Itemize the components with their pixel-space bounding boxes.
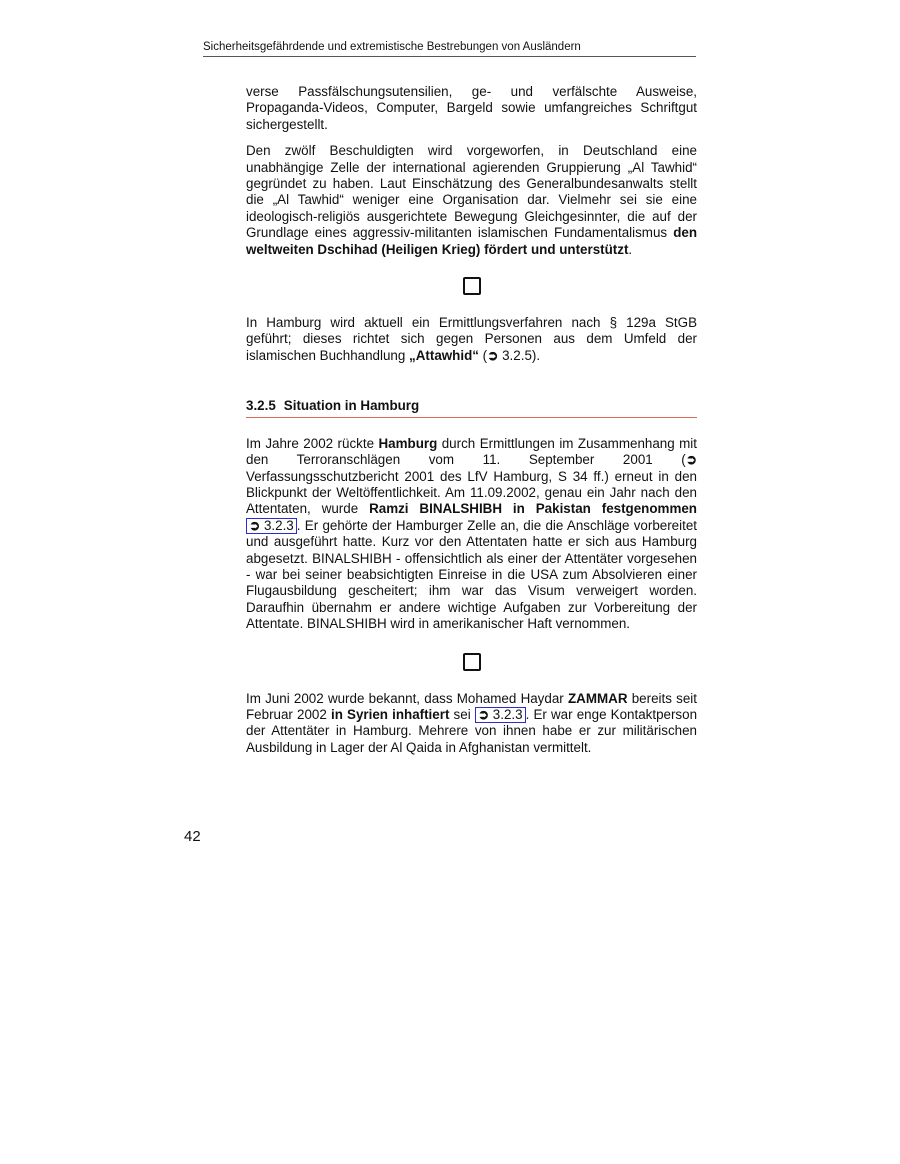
cross-reference-3-2-5[interactable]: 3.2.5 [502,347,532,363]
paragraph-3-emphasis: „Attawhid“ [409,347,479,363]
paragraph-4-d: Verfassungsschutzbericht 2001 des LfV Hamburg, S 34 ff.) erneut in den Blickpunkt der Weltöffentlichkeit. Am 11.09.2002, genau ein Jahr nach den Attentaten, wurde [246,468,697,517]
paragraph-4 [246,436,697,633]
paragraph-1-text: verse Passfälschungsutensilien, ge- und verfälschte Ausweise, Propaganda-Videos, Computer, Bargeld sowie umfangreiches Schriftgut sichergestellt. [246,84,697,132]
paragraph-5-c: bereits seit Februar 2002 [246,690,697,722]
cross-reference-label: 3.2.3 [492,706,523,722]
arrow-right-icon: ➲ [477,706,490,722]
paragraph-4-f: . Er gehörte der Hamburger Zelle an, die die Anschläge vorbereitet und ausgeführt hatte. Kurz vor den Attentaten hatte er sich aus Hamburg abgesetzt. BINALSHIBH - offensichtlich als einer der Attentäter vorgesehen - war bei seiner beabsichtigten Einreise in die USA zum Absolvieren einer Flugausbildung gescheitert; ihm war das Visum verweigert worden. Daraufhin übernahm er andere wichtige Aufgaben zur Vorbereitung der Attentate. BINALSHIBH wird in amerikanischer Haft vernommen. [246,517,697,632]
page-content [246,84,697,756]
paragraph-2 [246,143,697,258]
paragraph-5-a: Im Juni 2002 wurde bekannt, dass Mohamed Haydar [246,690,568,706]
paragraph-4-binalshibh: Ramzi BINALSHIBH in Pakistan festgenommen [369,501,697,517]
arrow-right-icon: ➲ [249,517,261,533]
running-header [203,41,696,57]
paragraph-5-e: sei [449,706,475,722]
paragraph-3-text: In Hamburg wird aktuell ein Ermittlungsverfahren nach § 129a StGB geführt; dieses richtet sich gegen Personen aus dem Umfeld der islamischen Buchhandlung [246,315,697,363]
paragraph-5 [246,691,697,757]
paragraph-4-a: Im Jahre 2002 rückte [246,435,379,451]
page-number: 42 [184,828,201,845]
cross-reference-link[interactable] [475,707,526,723]
paragraph-1 [246,84,697,133]
paragraph-2-text: Den zwölf Beschuldigten wird vorgeworfen, in Deutschland eine unabhängige Zelle der international agierenden Gruppierung „Al Tawhid“ gegründet zu haben. Laut Einschätzung des Generalbundesanwalts stellt die „Al Tawhid“ weniger eine Organisation dar. Vielmehr sei sie eine ideologisch-religiös ausgerichtete Bewegung Gleichgesinnter, die auf der Grundlage eines aggressiv-militanten islamischen Fundamentalismus [246,143,697,241]
cross-reference-link[interactable] [246,518,297,534]
cross-reference-label: 3.2.3 [263,517,294,533]
arrow-right-icon: ➲ [685,452,697,468]
paragraph-2-end: . [628,241,633,257]
section-number: 3.2.5 [246,398,276,414]
paragraph-3-close: ). [531,347,541,363]
paragraph-3 [246,315,697,364]
paragraph-3-open: ( [478,347,488,363]
section-title: Situation in Hamburg [283,398,420,414]
paragraph-5-zammar: ZAMMAR [567,690,628,706]
running-header-title: Sicherheitsgefährdende und extremistische Bestrebungen von Ausländern [203,41,581,53]
checkbox-square-icon [463,653,481,671]
paragraph-5-syrien: in Syrien inhaftiert [330,706,450,722]
checkbox-square-icon [463,277,481,295]
paragraph-2-emphasis: den weltweiten Dschihad (Heiligen Krieg) fördert und unterstützt [246,225,697,257]
paragraph-5-f: . Er war enge Kontaktperson der Attentäter in Hamburg. Mehrere von ihnen habe er zur militärischen Ausbildung in Lager der Al Qaida in Afghanistan vermittelt. [246,706,698,755]
paragraph-4-c: durch Ermittlungen im Zusammenhang mit den Terroranschlägen vom 11. September 2001 ( [246,435,697,468]
section-heading [246,398,697,417]
paragraph-4-hamburg: Hamburg [378,435,438,451]
arrow-right-icon: ➲ [487,347,499,363]
